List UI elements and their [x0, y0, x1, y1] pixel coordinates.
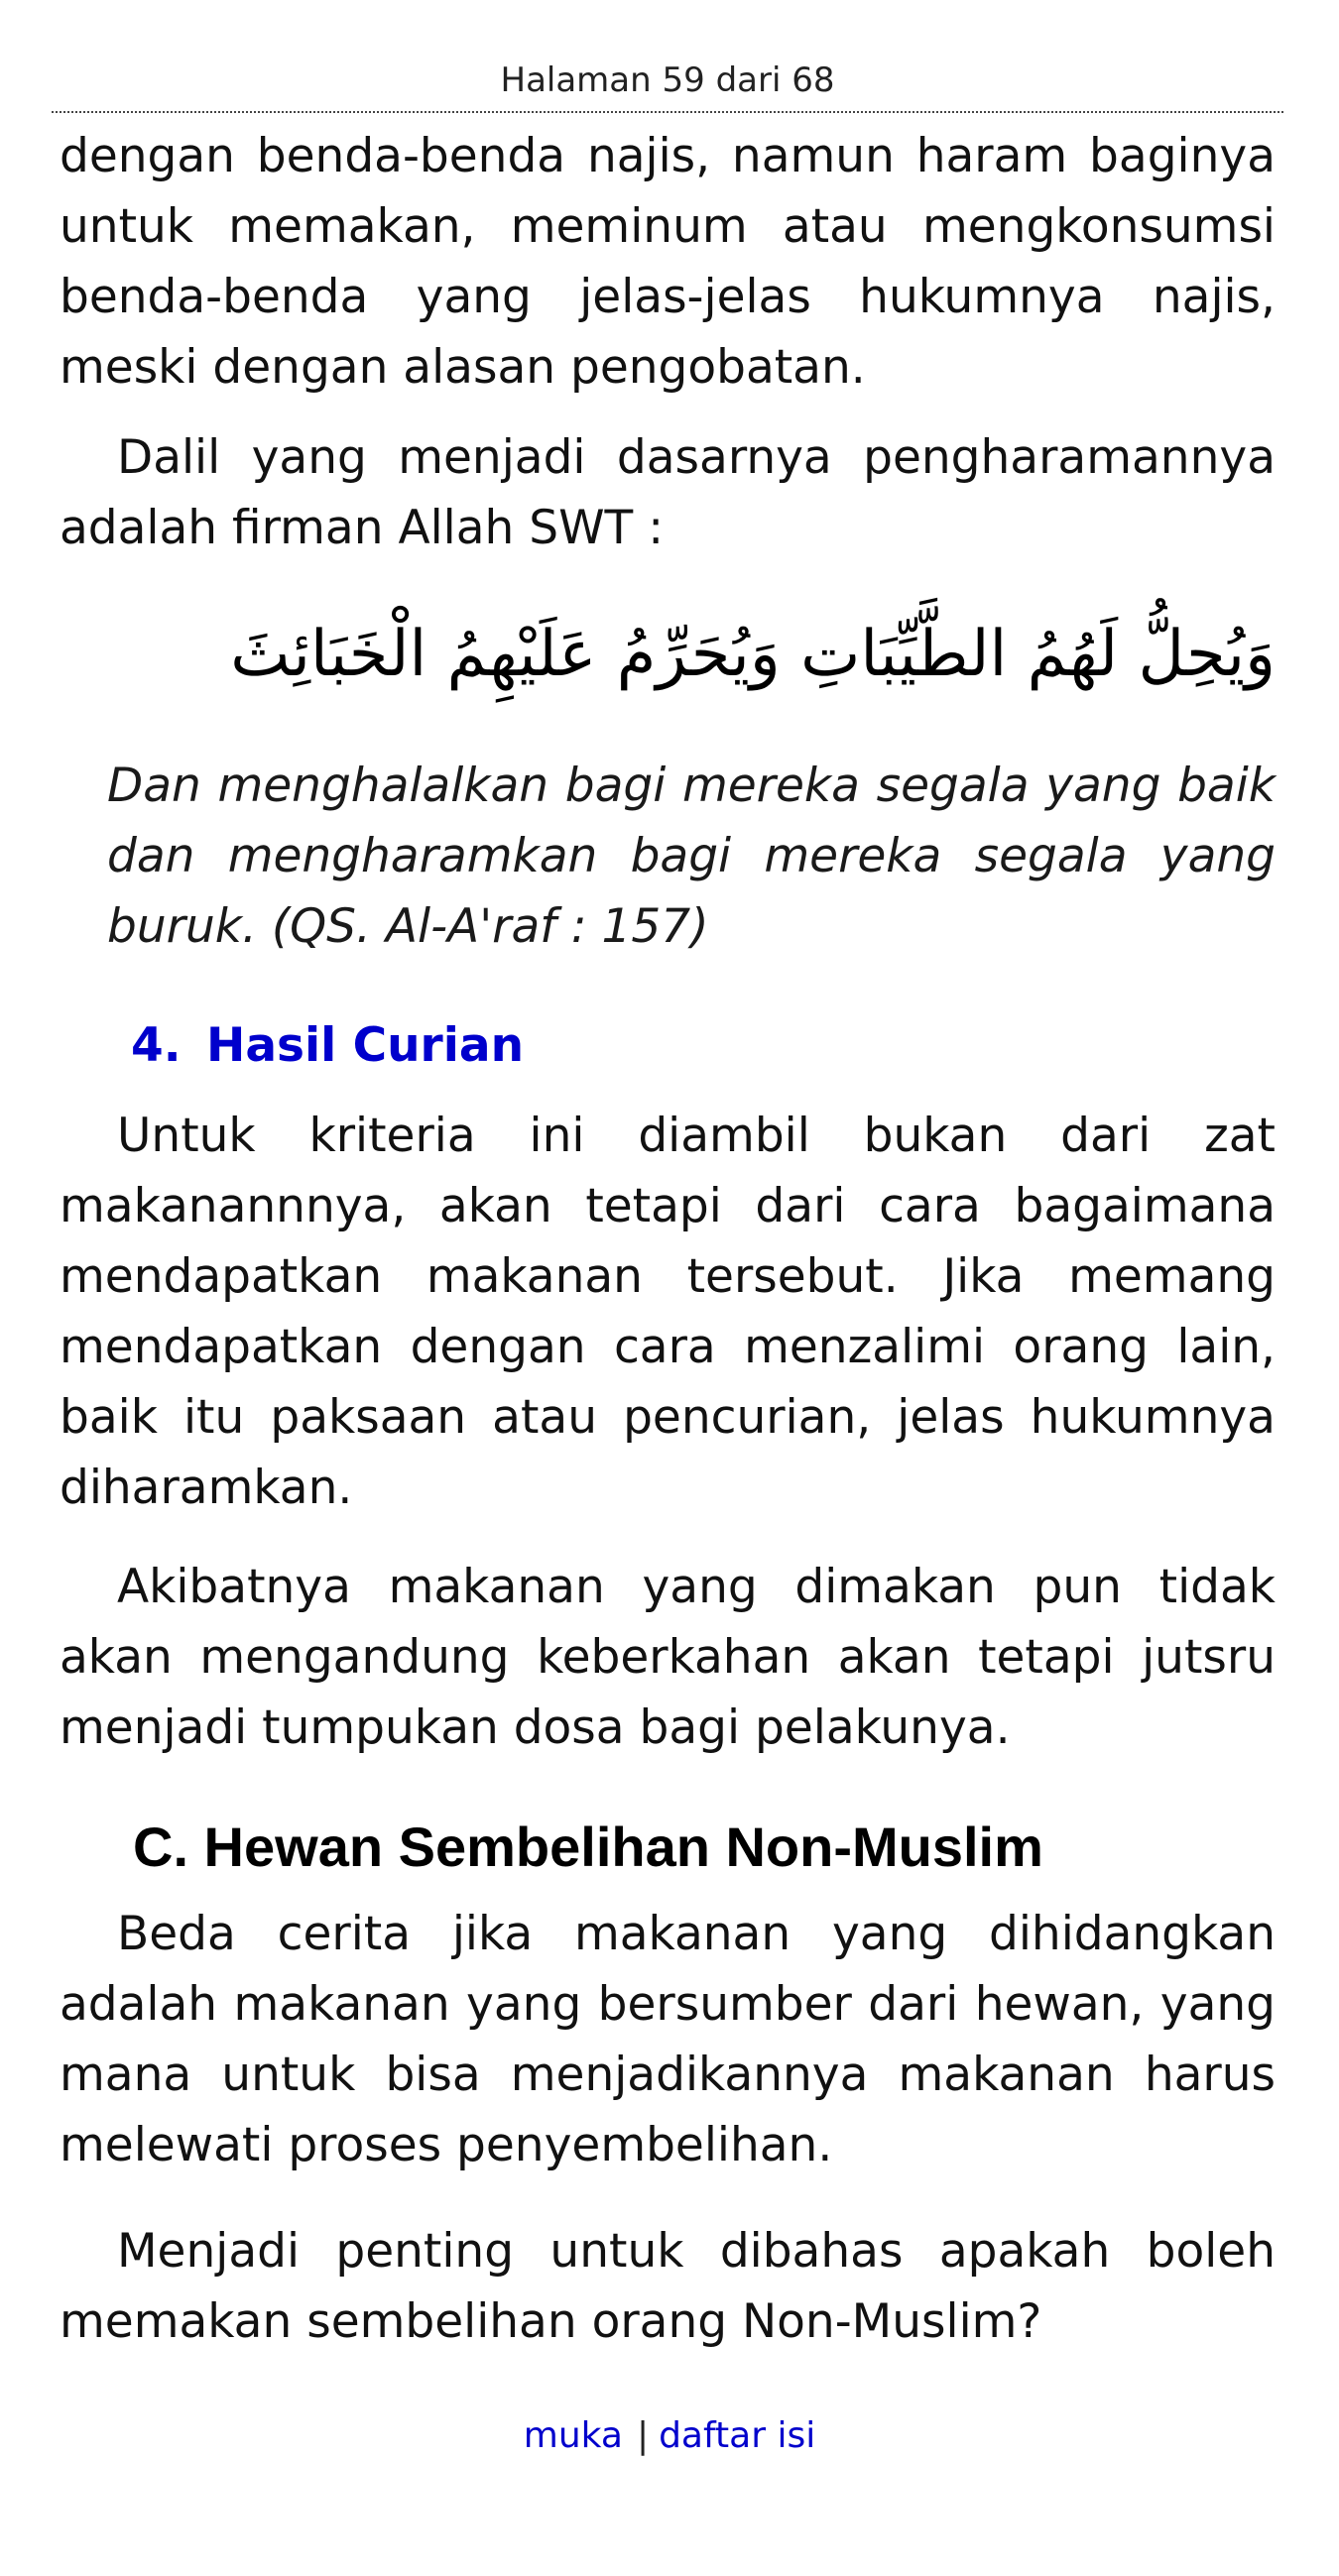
footer-separator: |	[636, 2415, 650, 2456]
paragraph-dalil-intro: Dalil yang menjadi dasarnya pengharamannya adalah firman Allah SWT :	[60, 430, 1276, 555]
page-number-header: Halaman 59 dari 68	[500, 60, 835, 100]
paragraph-kriteria: Untuk kriteria ini diambil bukan dari zat makanannnya, akan tetapi dari cara bagaimana mendapatkan makanan tersebut. Jika memang mendapatkan dengan cara menzalimi orang lain, baik itu paksaan atau pencurian, jelas hukumnya diharamkan.	[60, 1109, 1276, 1515]
paragraph-najis-continuation: dengan benda-benda najis, namun haram baginya untuk memakan, meminum atau mengkonsumsi benda-benda yang jelas-jelas hukumnya najis, meski dengan alasan pengobatan.	[60, 129, 1276, 395]
footer-nav	[0, 2411, 1339, 2461]
subheading-number: 4.	[131, 1018, 182, 1073]
paragraph-beda-cerita: Beda cerita jika makanan yang dihidangkan adalah makanan yang bersumber dari hewan, yang mana untuk bisa menjadikannya makanan harus melewati proses penyembelihan.	[60, 1907, 1276, 2172]
quran-verse-arabic: وَيُحِلُّ لَهُمُ الطَّيِّبَاتِ وَيُحَرِّمُ عَلَيْهِمُ الْخَبَائِثَ	[230, 618, 1276, 691]
subheading-hasil-curian	[131, 1013, 524, 1079]
subheading-title: Hasil Curian	[206, 1018, 525, 1073]
home-link[interactable]: muka	[523, 2415, 623, 2456]
table-of-contents-link[interactable]: daftar isi	[659, 2415, 816, 2456]
paragraph-akibatnya: Akibatnya makanan yang dimakan pun tidak akan mengandung keberkahan akan tetapi jutsru menjadi tumpukan dosa bagi pelakunya.	[60, 1560, 1276, 1755]
header-divider	[52, 111, 1283, 113]
paragraph-menjadi-penting: Menjadi penting untuk dibahas apakah boleh memakan sembelihan orang Non-Muslim?	[60, 2224, 1276, 2349]
quran-verse-translation: Dan menghalalkan bagi mereka segala yang baik dan mengharamkan bagi mereka segala yang buruk. (QS. Al-A'raf : 157)	[107, 759, 1276, 954]
section-heading: C. Hewan Sembelihan Non-Muslim	[133, 1815, 1043, 1878]
